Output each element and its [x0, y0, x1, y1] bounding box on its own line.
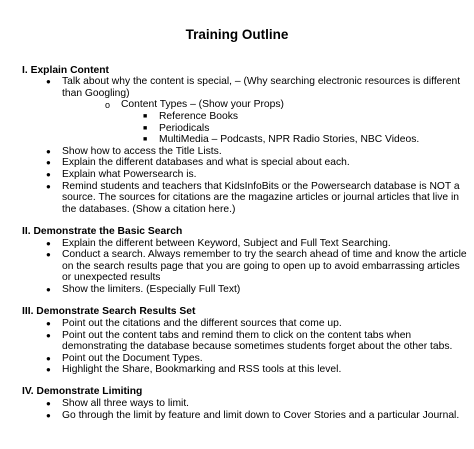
- list-item: Go through the limit by feature and limit down to Cover Stories and a particular Journal.: [62, 410, 460, 421]
- section-heading-basic-search: II. Demonstrate the Basic Search: [22, 226, 183, 237]
- bullet-icon: ●: [46, 147, 51, 156]
- bullet-icon: ●: [46, 182, 51, 191]
- square-bullet-icon: ■: [143, 136, 148, 143]
- list-item: Content Types – (Show your Props): [121, 99, 284, 110]
- list-item: Remind students and teachers that KidsInfoBits or the Powersearch database is NOT a: [62, 181, 460, 192]
- bullet-icon: ●: [46, 319, 51, 328]
- list-item: Explain the different databases and what is special about each.: [62, 157, 350, 168]
- list-item: MultiMedia – Podcasts, NPR Radio Stories, NBC Videos.: [159, 134, 420, 145]
- list-item: Highlight the Share, Bookmarking and RSS tools at this level.: [62, 364, 342, 375]
- bullet-icon: ●: [46, 354, 51, 363]
- list-item: Show all three ways to limit.: [62, 398, 190, 409]
- list-item: Point out the citations and the different sources that come up.: [62, 318, 342, 329]
- bullet-icon: ●: [46, 399, 51, 408]
- bullet-icon: ●: [46, 331, 51, 340]
- list-item-continuation: or unexpected results: [62, 272, 161, 283]
- list-item: Periodicals: [159, 123, 210, 134]
- bullet-icon: ●: [46, 285, 51, 294]
- list-item: Talk about why the content is special, – (Why searching electronic resources is different: [62, 76, 461, 87]
- list-item-continuation: demonstrating the database because sometimes students forget about the other tabs.: [62, 341, 453, 352]
- square-bullet-icon: ■: [143, 113, 148, 120]
- list-item: Explain the different between Keyword, Subject and Full Text Searching.: [62, 238, 391, 249]
- list-item: Reference Books: [159, 111, 238, 122]
- list-item: Explain what Powersearch is.: [62, 169, 197, 180]
- list-item-continuation: the databases. (Show a citation here.): [62, 204, 236, 215]
- list-item-continuation: than Googling): [62, 88, 130, 99]
- circle-bullet-icon: o: [105, 100, 111, 110]
- list-item-continuation: on the search results page that you are going to open up to avoid embarrassing articles: [62, 261, 460, 272]
- list-item-continuation: source. The sources for citations are the magazine articles or journal articles that live in: [62, 192, 459, 203]
- bullet-icon: ●: [46, 411, 51, 420]
- section-heading-explain-content: I. Explain Content: [22, 65, 109, 76]
- bullet-icon: ●: [46, 77, 51, 86]
- section-heading-search-results: III. Demonstrate Search Results Set: [22, 306, 196, 317]
- square-bullet-icon: ■: [143, 125, 148, 132]
- list-item: Show the limiters. (Especially Full Text): [62, 284, 241, 295]
- bullet-icon: ●: [46, 158, 51, 167]
- list-item: Conduct a search. Always remember to try the search ahead of time and know the article: [62, 249, 467, 260]
- section-heading-limiting: IV. Demonstrate Limiting: [22, 386, 143, 397]
- list-item: Point out the content tabs and remind them to click on the content tabs when: [62, 330, 412, 341]
- bullet-icon: ●: [46, 239, 51, 248]
- bullet-icon: ●: [46, 250, 51, 259]
- document-title: Training Outline: [185, 27, 289, 42]
- list-item: Point out the Document Types.: [62, 353, 203, 364]
- bullet-icon: ●: [46, 170, 51, 179]
- list-item: Show how to access the Title Lists.: [62, 146, 222, 157]
- bullet-icon: ●: [46, 365, 51, 374]
